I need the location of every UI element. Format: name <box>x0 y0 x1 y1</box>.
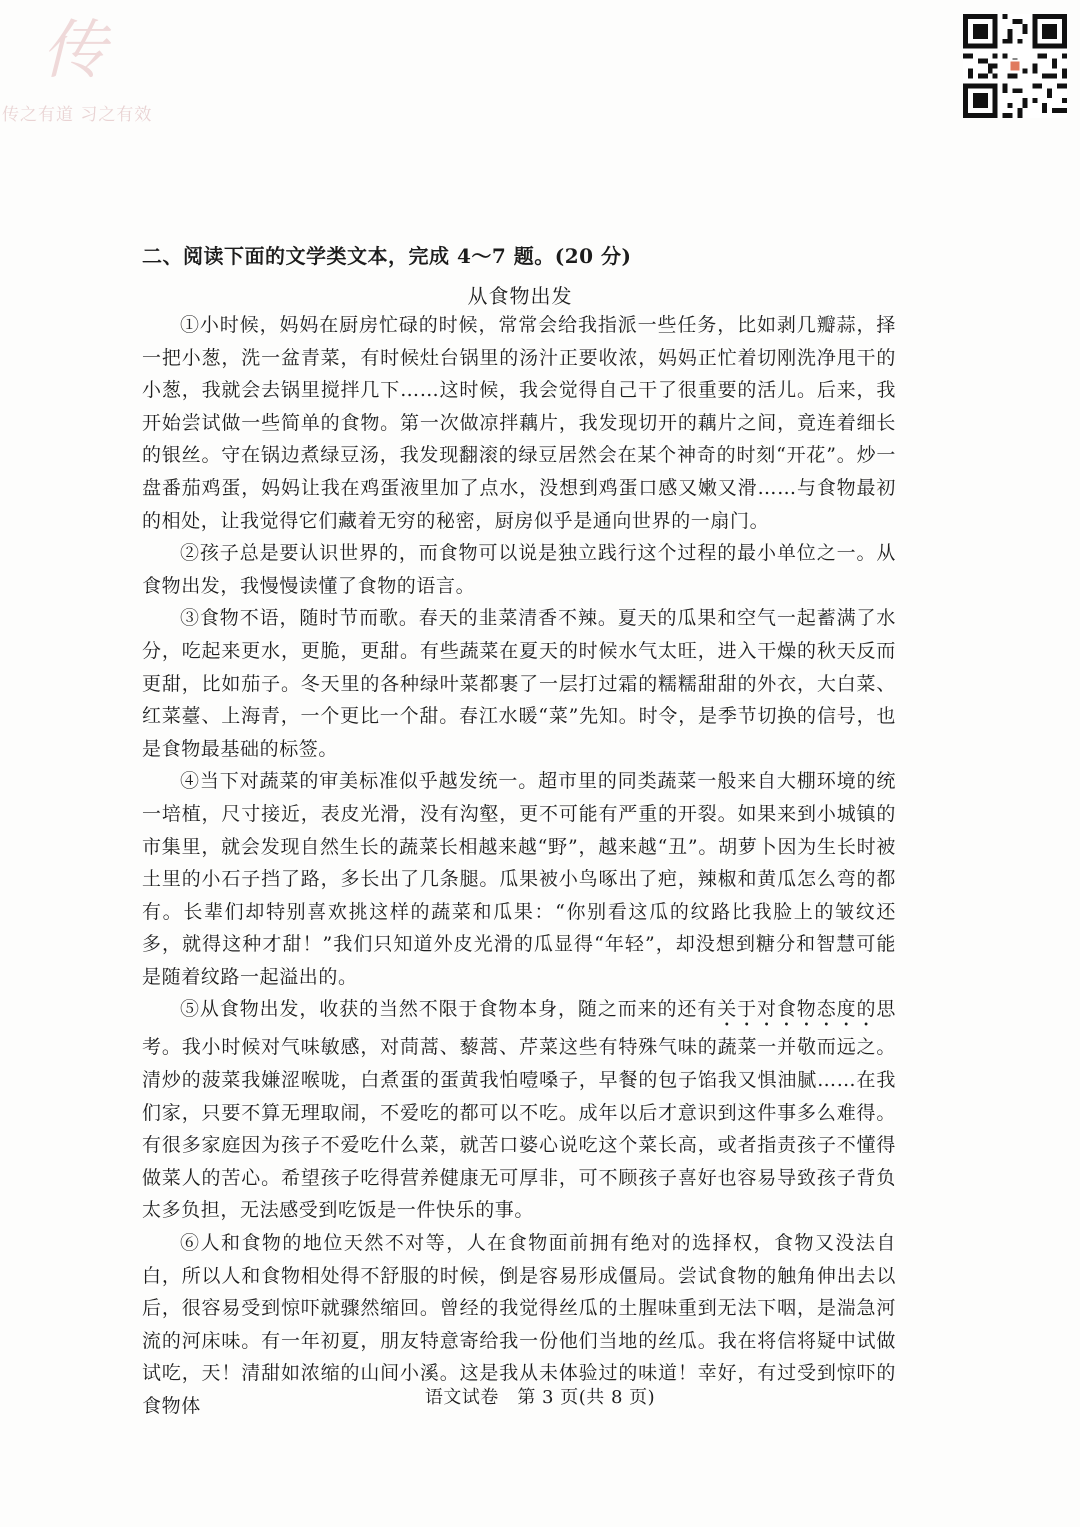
paragraph-3: ③食物不语，随时节而歌。春天的韭菜清香不辣。夏天的瓜果和空气一起蓄满了水分，吃起来更水，更脆，更甜。有些蔬菜在夏天的时候水气太旺，进入干燥的秋天反而更甜，比如茄子。冬天里的各种绿叶菜都裹了一层打过霜的糯糯甜甜的外衣，大白菜、红菜薹、上海青，一个更比一个甜。春江水暖“菜”先知。时令，是季节切换的信号，也是食物最基础的标签。 <box>142 607 896 760</box>
watermark-logo-glyph: 传 <box>42 14 106 88</box>
article-body <box>142 309 896 1423</box>
page-footer: 语文试卷 第 3 页(共 8 页) <box>424 1387 656 1408</box>
paragraph-5-after: 思考。我小时候对气味敏感，对茼蒿、藜蒿、芹菜这些有特殊气味的蔬菜一并敬而远之。清炒的菠菜我嫌涩喉咙，白煮蛋的蛋黄我怕噎嗓子，早餐的包子馅我又惧油腻……在我们家，只要不算无理取闹，不爱吃的都可以不吃。成年以后才意识到这件事多么难得。有很多家庭因为孩子不爱吃什么菜，就苦口婆心说吃这个菜长高，或者指责孩子不懂得做菜人的苦心。希望孩子吃得营养健康无可厚非，可不顾孩子喜好也容易导致孩子背负太多负担，无法感受到吃饭是一件快乐的事。 <box>142 998 897 1222</box>
section-heading: 二、阅读下面的文学类文本，完成 4～7 题。(20 分) <box>142 244 632 268</box>
paragraph-4: ④当下对蔬菜的审美标准似乎越发统一。超市里的同类蔬菜一般来自大棚环境的统一培植，尺寸接近，表皮光滑，没有沟壑，更不可能有严重的开裂。如果来到小城镇的市集里，就会发现自然生长的蔬菜长相越来越“野”，越来越“丑”。胡萝卜因为生长时被土里的小石子挡了路，多长出了几条腿。瓜果被小鸟啄出了疤，辣椒和黄瓜怎么弯的都有。长辈们却特别喜欢挑这样的蔬菜和瓜果：“你别看这瓜的纹路比我脸上的皱纹还多，就得这种才甜！”我们只知道外皮光滑的瓜显得“年轻”，却没想到糖分和智慧可能是随着纹路一起溢出的。 <box>142 770 896 988</box>
qr-code-icon <box>963 14 1067 118</box>
paragraph-5-before: ⑤从食物出发，收获的当然不限于食物本身，随之而来的还有 <box>180 998 718 1021</box>
watermark-logo-icon <box>38 2 118 97</box>
paragraph-5 <box>142 993 896 1227</box>
article-title: 从食物出发 <box>467 284 573 308</box>
paragraph-1: ①小时候，妈妈在厨房忙碌的时候，常常会给我指派一些任务，比如剥几瓣蒜，择一把小葱，洗一盆青菜，有时候灶台锅里的汤汁正要收浓，妈妈正忙着切刚洗净甩干的小葱，我就会去锅里搅拌几下……这时候，我会觉得自己干了很重要的活儿。后来，我开始尝试做一些简单的食物。第一次做凉拌藕片，我发现切开的藕片之间，竟连着细长的银丝。守在锅边煮绿豆汤，我发现翻滚的绿豆居然会在某个神奇的时刻“开花”。炒一盘番茄鸡蛋，妈妈让我在鸡蛋液里加了点水，没想到鸡蛋口感又嫩又滑……与食物最初的相处，让我觉得它们藏着无穷的秘密，厨房似乎是通向世界的一扇门。 <box>142 314 896 532</box>
paragraph-6: ⑥人和食物的地位天然不对等，人在食物面前拥有绝对的选择权，食物又没法自白，所以人和食物相处得不舒服的时候，倒是容易形成僵局。尝试食物的触角伸出去以后，很容易受到惊吓就骤然缩回。曾经的我觉得丝瓜的土腥味重到无法下咽，是湍急河流的河床味。有一年初夏，朋友特意寄给我一份他们当地的丝瓜。我在将信将疑中试做试吃，天！清甜如浓缩的山间小溪。这是我从未体验过的味道！幸好，有过受到惊吓的食物体 <box>142 1232 896 1417</box>
paragraph-2: ②孩子总是要认识世界的，而食物可以说是独立践行这个过程的最小单位之一。从食物出发，我慢慢读懂了食物的语言。 <box>142 542 896 597</box>
emphasized-phrase: 关于对食物态度的 <box>717 998 877 1021</box>
watermark-slogan: 传之有道 习之有效 <box>2 105 153 125</box>
